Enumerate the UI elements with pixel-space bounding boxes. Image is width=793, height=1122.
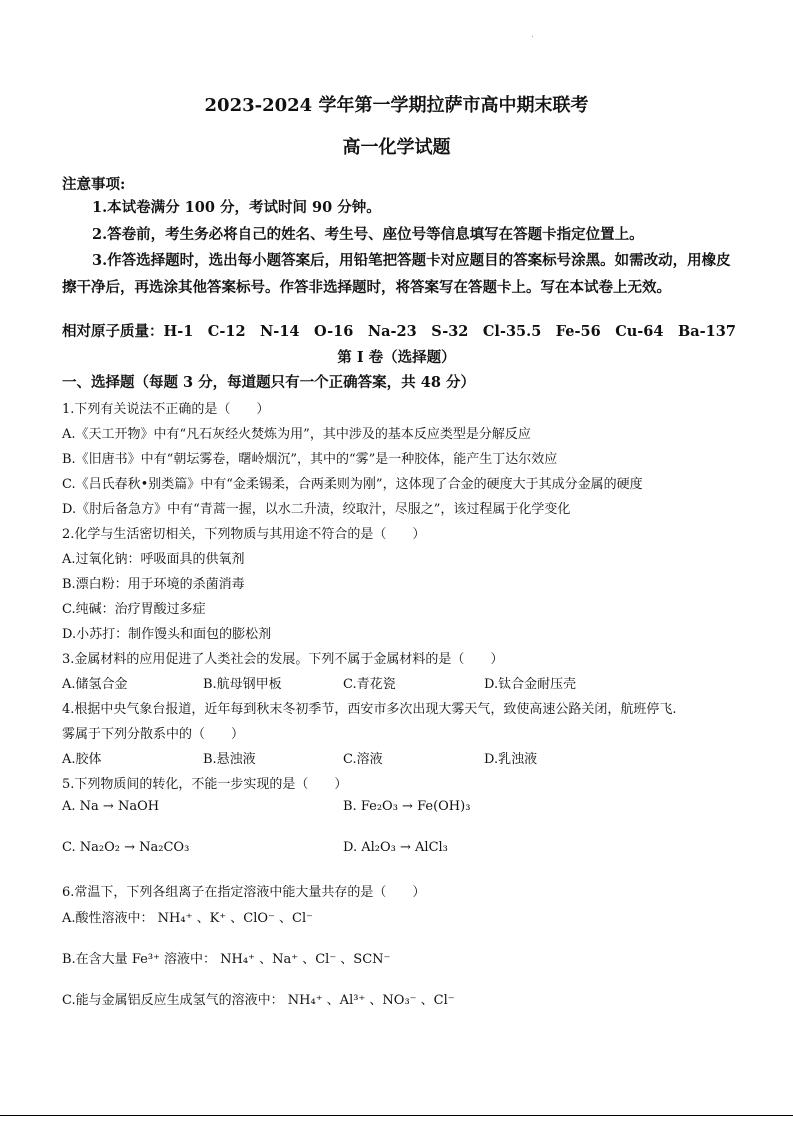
q6-option-a-ions: NH₄⁺ 、K⁺ 、ClO⁻ 、Cl⁻ bbox=[157, 911, 314, 926]
q4-option-b: B.悬浊液 bbox=[203, 752, 256, 767]
q5-option-b bbox=[343, 799, 470, 814]
q3-option-d: D.钛合金耐压壳 bbox=[484, 677, 577, 692]
q6-option-a-text: A.酸性溶液中： bbox=[62, 911, 154, 926]
q5-option-d-formula: Al₂O₃ → AlCl₃ bbox=[361, 840, 448, 855]
q2-option-d: D.小苏打：制作馒头和面包的膨松剂 bbox=[62, 627, 272, 642]
q6-option-c bbox=[62, 989, 455, 1008]
q1-option-a: A.《天工开物》中有“凡石灰经火焚炼为用”，其中涉及的基本反应类型是分解反应 bbox=[62, 427, 531, 442]
notes-list bbox=[62, 195, 734, 301]
q1-option-c: C.《吕氏春秋•别类篇》中有“金柔锡柔，合两柔则为刚”，这体现了合金的硬度大于其成分金属的硬度 bbox=[62, 477, 643, 492]
q2-option-c: C.纯碱：治疗胃酸过多症 bbox=[62, 602, 206, 617]
q5-option-c-formula: Na₂O₂ → Na₂CO₃ bbox=[79, 840, 190, 855]
volume-label: 第 Ⅰ 卷（选择题） bbox=[337, 349, 456, 366]
q6-option-b bbox=[62, 948, 390, 967]
q4-option-a: A.胶体 bbox=[62, 752, 102, 767]
notes-heading: 注意事项: bbox=[62, 176, 126, 193]
q3-option-c: C.青花瓷 bbox=[343, 677, 396, 692]
scan-speck bbox=[532, 36, 533, 37]
q6-option-a bbox=[62, 907, 313, 926]
q5-option-b-formula: Fe₂O₃ → Fe(OH)₃ bbox=[360, 799, 471, 814]
q6-option-b-text: B.在含大量 Fe³⁺ 溶液中： bbox=[62, 952, 217, 967]
page-bottom-rule bbox=[0, 1115, 793, 1116]
q6-stem: 6.常温下，下列各组离子在指定溶液中能大量共存的是（ ） bbox=[62, 885, 426, 900]
q5-option-c bbox=[62, 840, 189, 855]
q6-option-c-ions: NH₄⁺ 、Al³⁺ 、NO₃⁻ 、Cl⁻ bbox=[287, 993, 455, 1008]
atomic-masses: 相对原子质量：H-1 C-12 N-14 O-16 Na-23 S-32 Cl-35.5 Fe-56 Cu-64 Ba-137 bbox=[62, 323, 736, 340]
exam-title: 2023-2024 学年第一学期拉萨市高中期末联考 bbox=[204, 95, 589, 116]
q4-option-d: D.乳浊液 bbox=[484, 752, 538, 767]
q5-option-b-label: B. bbox=[343, 799, 357, 814]
q1-option-d: D.《肘后备急方》中有“青蒿一握，以水二升渍，绞取汁，尽服之”，该过程属于化学变化 bbox=[62, 502, 571, 517]
q2-option-b: B.漂白粉：用于环境的杀菌消毒 bbox=[62, 577, 245, 592]
section-title: 一、选择题（每题 3 分，每道题只有一个正确答案，共 48 分） bbox=[62, 374, 475, 391]
q5-option-a bbox=[62, 799, 159, 814]
note-item-3: 3.作答选择题时，选出每小题答案后，用铅笔把答题卡对应题目的答案标号涂黑。如需改动，用橡皮擦干净后，再选涂其他答案标号。作答非选择题时，将答案写在答题卡上。写在本试卷上无效。 bbox=[62, 252, 731, 296]
q5-option-c-label: C. bbox=[62, 840, 76, 855]
q5-option-a-formula: Na → NaOH bbox=[79, 799, 160, 814]
q2-stem: 2.化学与生活密切相关，下列物质与其用途不符合的是（ ） bbox=[62, 527, 426, 542]
q5-option-a-label: A. bbox=[62, 799, 76, 814]
note-item-2: 2.答卷前，考生务必将自己的姓名、考生号、座位号等信息填写在答题卡指定位置上。 bbox=[92, 225, 644, 243]
q6-option-c-text: C.能与金属铝反应生成氢气的溶液中： bbox=[62, 993, 284, 1008]
q3-option-a: A.储氢合金 bbox=[62, 677, 128, 692]
q4-stem-line-1: 4.根据中央气象台报道，近年每到秋末冬初季节，西安市多次出现大雾天气，致使高速公路关闭，航班停飞. bbox=[62, 702, 677, 717]
q5-stem: 5.下列物质间的转化，不能一步实现的是（ ） bbox=[62, 777, 348, 792]
q1-option-b: B.《旧唐书》中有“朝坛雾卷，曙岭烟沉”，其中的“雾”是一种胶体，能产生丁达尔效应 bbox=[62, 452, 558, 467]
q5-option-d-label: D. bbox=[343, 840, 358, 855]
q3-stem: 3.金属材料的应用促进了人类社会的发展。下列不属于金属材料的是（ ） bbox=[62, 652, 504, 667]
q6-option-b-ions: NH₄⁺ 、Na⁺ 、Cl⁻ 、SCN⁻ bbox=[220, 952, 391, 967]
q3-option-b: B.航母钢甲板 bbox=[203, 677, 282, 692]
q1-stem: 1.下列有关说法不正确的是（ ） bbox=[62, 402, 270, 417]
note-item-1: 1.本试卷满分 100 分，考试时间 90 分钟。 bbox=[92, 199, 381, 216]
q4-stem-line-2: 雾属于下列分散系中的（ ） bbox=[62, 727, 245, 742]
q5-option-d bbox=[343, 840, 448, 855]
q4-option-c: C.溶液 bbox=[343, 752, 383, 767]
q2-option-a: A.过氧化钠：呼吸面具的供氧剂 bbox=[62, 552, 245, 567]
exam-subtitle: 高一化学试题 bbox=[342, 137, 451, 158]
